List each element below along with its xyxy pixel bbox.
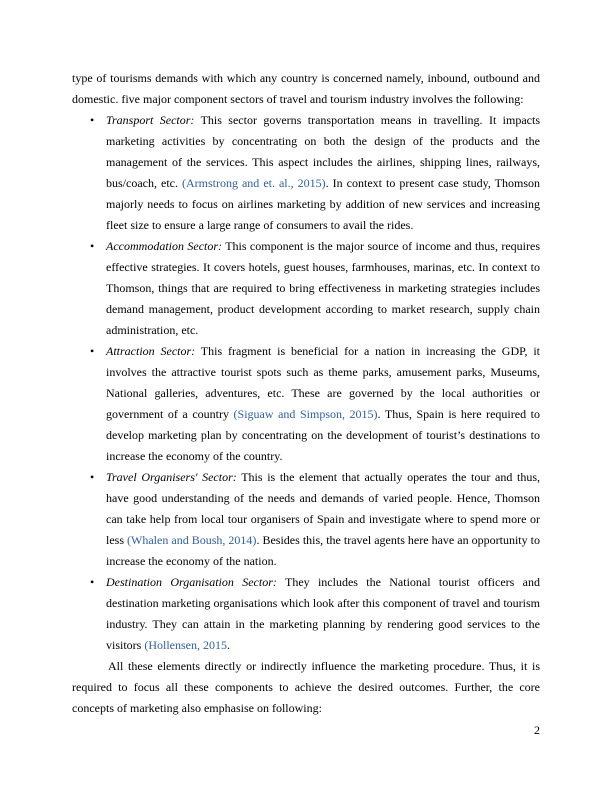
text-segment: This component is the major source of income and thus, requires effective strategies. It covers hotels, guest houses, farmhouses, marinas, etc. In context to Thomson, things that are required to bring effectiveness in marketing strategies includes demand management, product development according to market research, supply chain administration, etc. bbox=[106, 239, 540, 337]
bullet-lead: Travel Organisers' Sector: bbox=[106, 470, 237, 484]
citation-link[interactable]: (Armstrong and et. al., 2015) bbox=[181, 176, 326, 190]
bullet-lead: Transport Sector: bbox=[106, 113, 195, 127]
bullet-lead: Destination Organisation Sector: bbox=[106, 575, 277, 589]
text-segment: They includes the National tourist officers and destination marketing organisations which look after this component of travel and tourism industry. They can attain in the marketing planning by rendering good services to the visitors bbox=[106, 575, 540, 652]
text-segment: This sector governs transportation means in travelling. It impacts marketing activities by concentrating on both the design of the products and the management of the services. This aspect includes the airlines, shipping lines, railways, bus/coach, etc. bbox=[106, 113, 540, 190]
text-segment: This fragment is beneficial for a nation in increasing the GDP, it involves the attractive tourist spots such as theme parks, amusement parks, Museums, National galleries, adventures, etc. These are governed by the local authorities or government of a country bbox=[106, 344, 540, 421]
list-item bbox=[72, 110, 540, 236]
bullet-lead: Attraction Sector: bbox=[106, 344, 196, 358]
list-item bbox=[72, 236, 540, 341]
paragraph-intro: type of tourisms demands with which any country is concerned namely, inbound, outbound and domestic. five major component sectors of travel and tourism industry involves the following: bbox=[72, 71, 540, 106]
citation-link[interactable]: (Hollensen, 2015 bbox=[144, 638, 227, 652]
citation-link[interactable]: (Siguaw and Simpson, 2015) bbox=[233, 407, 378, 421]
paragraph-closing: All these elements directly or indirectly influence the marketing procedure. Thus, it is required to focus all these components to achieve the desired outcomes. Further, the core concepts of marketing also emphasise on following: bbox=[72, 659, 540, 715]
list-item bbox=[72, 572, 540, 656]
text-segment: This is the element that actually operates the tour and thus, have good understanding of the needs and demands of varied people. Hence, Thomson can take help from local tour organisers of Spain and investigate where to spend more or less bbox=[106, 470, 540, 547]
page-number: 2 bbox=[534, 723, 540, 737]
list-item bbox=[72, 467, 540, 572]
bullet-lead: Accommodation Sector: bbox=[106, 239, 223, 253]
text-segment: . In context to present case study, Thomson majorly needs to focus on airlines marketing by addition of new services and increasing fleet size to ensure a large range of consumers to avail the rides. bbox=[106, 176, 540, 232]
text-segment: . Thus, Spain is here required to develop marketing plan by concentrating on the development of tourist’s destinations to increase the economy of the country. bbox=[106, 407, 540, 463]
bullet-list bbox=[72, 110, 540, 656]
list-item bbox=[72, 341, 540, 467]
text-segment: . bbox=[227, 638, 230, 652]
text-segment: . Besides this, the travel agents here have an opportunity to increase the economy of the nation. bbox=[106, 533, 540, 568]
citation-link[interactable]: (Whalen and Boush, 2014) bbox=[127, 533, 257, 547]
